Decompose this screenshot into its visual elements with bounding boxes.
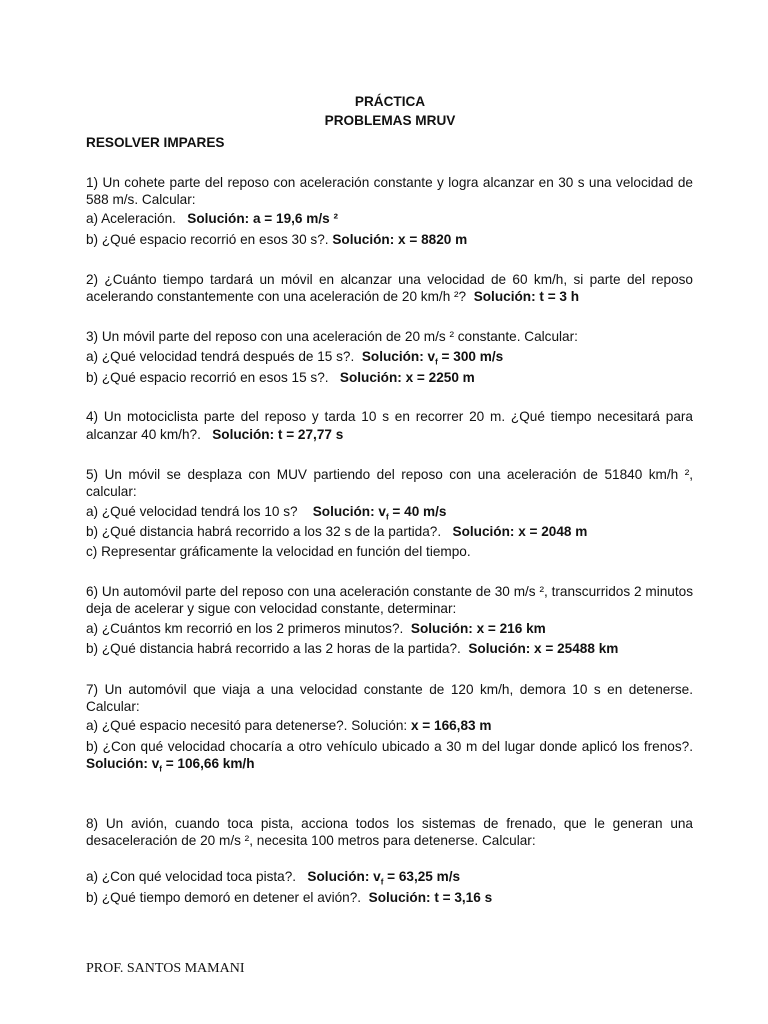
problem-4-line-1: 4) Un motociclista parte del reposo y tarda 10 s en recorrer 20 m. ¿Qué tiempo necesitará para	[86, 409, 693, 424]
problem-2-line-1: 2) ¿Cuánto tiempo tardará un móvil en alcanzar una velocidad de 60 km/h, si parte del reposo	[86, 272, 693, 287]
question-text: b) ¿Qué distancia habrá recorrido a las 2 horas de la partida?.	[86, 641, 461, 656]
problem-5-line-1: 5) Un móvil se desplaza con MUV partiendo del reposo con una aceleración de 51840 km/h ²,	[86, 467, 693, 482]
solution-text: x = 166,83 m	[410, 718, 492, 733]
problem-6-part-b	[86, 641, 693, 657]
question-text: a) ¿Qué espacio necesitó para detenerse?. Solución:	[86, 718, 408, 733]
question-text: b) ¿Qué espacio recorrió en esos 30 s?.	[86, 232, 329, 247]
question-text: alcanzar 40 km/h?.	[86, 427, 201, 442]
page-subtitle: PROBLEMAS MRUV	[324, 113, 456, 128]
solution-text	[312, 504, 447, 522]
problem-6-part-a	[86, 621, 693, 637]
subscript: f	[435, 357, 438, 367]
question-text: b) ¿Qué espacio recorrió en esos 15 s?.	[86, 370, 329, 385]
solution-text	[86, 756, 255, 774]
solution-text: Solución: x = 2048 m	[452, 524, 588, 539]
problem-3-part-a	[86, 349, 693, 371]
instruction-heading: RESOLVER IMPARES	[86, 135, 225, 150]
problem-8-line-2: desaceleración de 20 m/s ², necesita 100 metros para detenerse. Calcular:	[86, 833, 536, 848]
question-text: acelerando constantemente con una aceleración de 20 km/h ²?	[86, 289, 467, 304]
problem-1-part-a	[86, 211, 693, 227]
solution-text: Solución: x = 2250 m	[339, 370, 475, 385]
problem-5-part-b	[86, 524, 693, 540]
problem-5-line-2: calcular:	[86, 484, 137, 499]
problem-4-line-2	[86, 427, 693, 443]
question-text: a) ¿Qué velocidad tendrá los 10 s?	[86, 504, 298, 519]
question-text: b) ¿Qué distancia habrá recorrido a los 32 s de la partida?.	[86, 524, 442, 539]
solution-text: Solución: x = 216 km	[410, 621, 546, 636]
problem-3-part-b	[86, 370, 693, 386]
problem-3-line-1: 3) Un móvil parte del reposo con una aceleración de 20 m/s ² constante. Calcular:	[86, 329, 578, 344]
solution-value: = 106,66 km/h	[161, 756, 255, 771]
problem-7-line-1: 7) Un automóvil que viaja a una velocidad constante de 120 km/h, demora 10 s en detenerse.	[86, 682, 693, 697]
question-text: a) Aceleración.	[86, 211, 176, 226]
problem-1-part-b	[86, 232, 693, 248]
footer-author: PROF. SANTOS MAMANI	[86, 961, 245, 976]
solution-text: Solución: t = 3 h	[473, 289, 580, 304]
problem-5-part-a	[86, 504, 693, 526]
solution-value: = 63,25 m/s	[383, 869, 461, 884]
question-text: b) ¿Qué tiempo demoró en detener el avión?.	[86, 890, 362, 905]
solution-prefix: Solución: v	[361, 349, 436, 364]
solution-text: Solución: t = 27,77 s	[212, 427, 344, 442]
problem-2-line-2	[86, 289, 693, 305]
subscript: f	[380, 877, 384, 887]
solution-value: = 40 m/s	[388, 504, 447, 519]
solution-text	[307, 869, 461, 887]
problem-5-part-c: c) Representar gráficamente la velocidad en función del tiempo.	[86, 544, 471, 559]
question-text: a) ¿Qué velocidad tendrá después de 15 s?.	[86, 349, 355, 364]
solution-text: Solución: x = 25488 km	[468, 641, 619, 656]
solution-text: Solución: x = 8820 m	[332, 232, 468, 247]
solution-value: = 300 m/s	[437, 349, 504, 364]
problem-6-line-2: deja de acelerar y sigue con velocidad constante, determinar:	[86, 601, 457, 616]
problem-8-part-b	[86, 890, 693, 906]
solution-prefix: Solución: v	[307, 869, 381, 884]
solution-prefix: Solución: v	[86, 756, 160, 771]
problem-6-line-1: 6) Un automóvil parte del reposo con una aceleración constante de 30 m/s ², transcurridos 2 minutos	[86, 584, 693, 599]
solution-text	[361, 349, 504, 367]
subscript: f	[385, 512, 389, 522]
solution-text: Solución: a = 19,6 m/s ²	[187, 211, 338, 226]
problem-7-part-b: b) ¿Con qué velocidad chocaría a otro vehículo ubicado a 30 m del lugar donde aplicó los frenos?.	[86, 739, 693, 754]
question-text: a) ¿Cuántos km recorrió en los 2 primeros minutos?.	[86, 621, 404, 636]
problem-1-line-2: 588 m/s. Calcular:	[86, 192, 196, 207]
subscript: f	[159, 764, 162, 774]
solution-text: Solución: t = 3,16 s	[368, 890, 493, 905]
page-title: PRÁCTICA	[354, 94, 426, 109]
problem-1-line-1: 1) Un cohete parte del reposo con aceleración constante y logra alcanzar en 30 s una velocidad de	[86, 175, 693, 190]
solution-prefix: Solución: v	[312, 504, 386, 519]
problem-8-part-a	[86, 869, 693, 891]
question-text: a) ¿Con qué velocidad toca pista?.	[86, 869, 297, 884]
problem-7-part-b-solution	[86, 756, 693, 778]
problem-7-part-a	[86, 718, 693, 734]
problem-7-line-2: Calcular:	[86, 699, 140, 714]
problem-8-line-1: 8) Un avión, cuando toca pista, acciona todos los sistemas de frenado, que le generan una	[86, 816, 693, 831]
